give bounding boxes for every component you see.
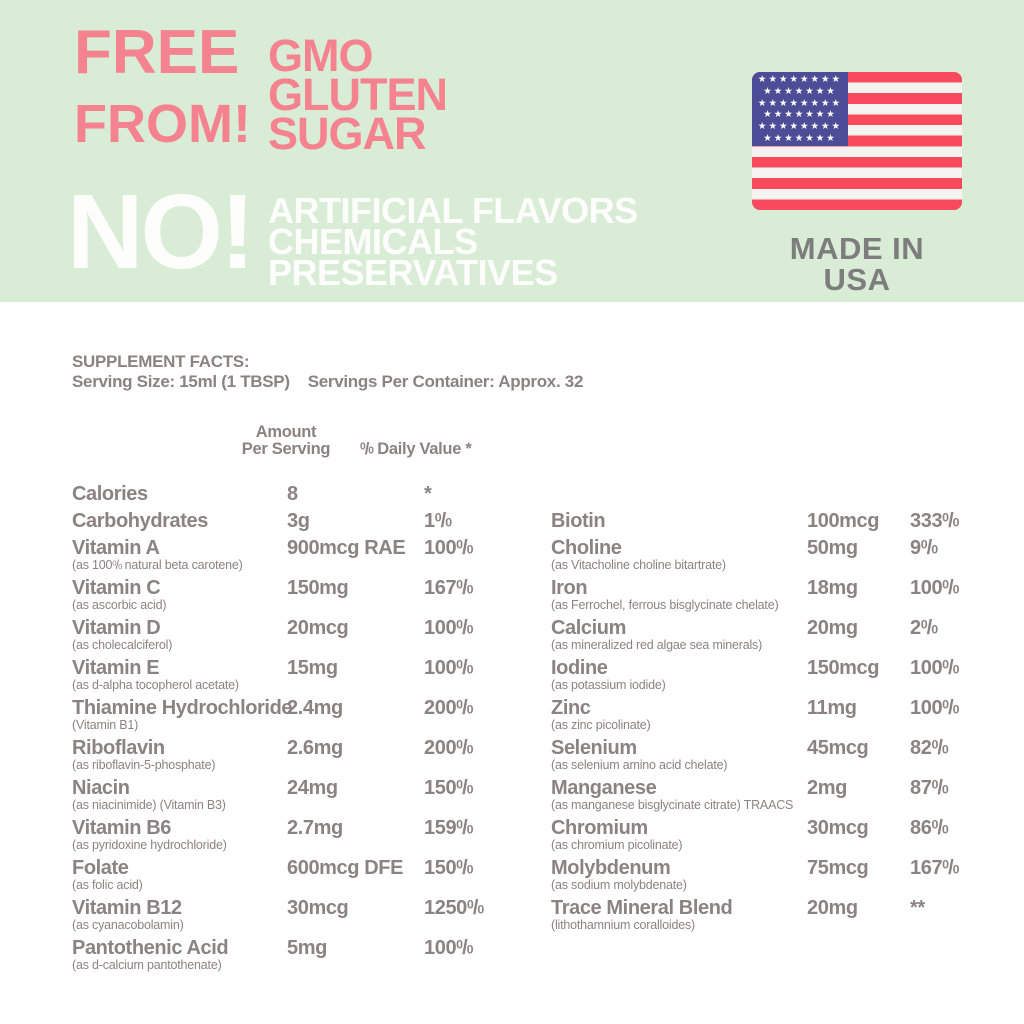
nutrient-name-cell xyxy=(72,738,287,772)
percent-glyph: $^0$/0 xyxy=(456,937,473,959)
free-from-item-gmo: GMO xyxy=(268,30,373,81)
nutrient-daily-value: $150^0/0$ xyxy=(424,777,473,799)
free-from-item-gluten: GLUTEN xyxy=(268,69,447,120)
supplement-facts-panel xyxy=(0,302,1024,1024)
nutrient-daily-value: $100^0/0$ xyxy=(910,577,959,599)
table-row xyxy=(551,738,1024,772)
nutrient-detail: (as mineralized red algae sea minerals) xyxy=(551,638,763,652)
percent-glyph: $^0$/0 xyxy=(931,737,948,759)
nutrient-name-cell xyxy=(72,938,287,972)
nutrient-name-cell xyxy=(72,898,287,932)
table-row xyxy=(551,858,1024,892)
nutrient-name-cell xyxy=(72,538,287,572)
nutrient-amount: 45mcg xyxy=(807,737,869,759)
no-item-chemicals: CHEMICALS xyxy=(268,221,478,262)
nutrients-table-right xyxy=(551,511,1024,938)
nutrient-amount: 20mcg xyxy=(287,617,349,639)
percent-glyph: $^0$/0 xyxy=(920,617,938,639)
flag-stars-row: ★★★★★★★★ xyxy=(757,97,843,109)
table-row xyxy=(72,738,545,772)
percent-glyph: $^0$/0 xyxy=(456,857,473,879)
nutrient-name-cell xyxy=(72,511,287,532)
nutrient-name: Manganese xyxy=(551,777,657,799)
free-from-item-sugar: SUGAR xyxy=(268,108,426,159)
table-row xyxy=(551,698,1024,732)
column-header-daily-value: $^0$/0 Daily Value * xyxy=(360,440,472,458)
nutrient-amount: 2.7mg xyxy=(287,817,343,839)
nutrient-daily-value: $100^0/0$ xyxy=(424,657,473,679)
nutrient-detail: (as Ferrochel, ferrous bisglycinate chelate) xyxy=(551,598,779,612)
nutrient-amount: 8 xyxy=(287,483,298,505)
nutrient-detail: (as niacinimide) (Vitamin B3) xyxy=(72,798,226,812)
nutrient-amount: 2.6mg xyxy=(287,737,343,759)
nutrient-amount: 150mcg xyxy=(807,657,880,679)
nutrient-name: Trace Mineral Blend xyxy=(551,897,733,919)
nutrient-name: Iron xyxy=(551,577,588,599)
nutrient-name-cell xyxy=(72,618,287,652)
nutrient-daily-value: $150^0/0$ xyxy=(424,857,473,879)
nutrient-daily-value: $200^0/0$ xyxy=(424,737,473,759)
percent-glyph: $^0$/0 xyxy=(942,577,959,599)
nutrient-daily-value: $167^0/0$ xyxy=(424,577,473,599)
nutrient-amount: 30mcg xyxy=(807,817,869,839)
nutrient-amount: 20mg xyxy=(807,897,858,919)
table-row xyxy=(72,578,545,612)
top-banner xyxy=(0,0,1024,302)
table-row xyxy=(551,511,1024,532)
table-row xyxy=(551,898,1024,932)
nutrient-name-cell xyxy=(551,538,807,572)
nutrient-name-cell xyxy=(551,898,807,932)
nutrient-daily-value: $100^0/0$ xyxy=(424,617,473,639)
nutrient-name: Vitamin B6 xyxy=(72,817,171,839)
nutrient-detail: (as Vitacholine choline bitartrate) xyxy=(551,558,726,572)
nutrient-name-cell xyxy=(72,484,287,505)
table-row xyxy=(72,618,545,652)
nutrient-amount: 15mg xyxy=(287,657,338,679)
nutrient-detail: (as d-calcium pantothenate) xyxy=(72,958,222,972)
nutrient-amount: 600mcg DFE xyxy=(287,857,404,879)
percent-glyph: $^0$/0 xyxy=(360,440,373,458)
table-row xyxy=(72,858,545,892)
nutrient-amount: 18mg xyxy=(807,577,858,599)
nutrient-daily-value: $2^0/0$ xyxy=(910,617,938,639)
table-row xyxy=(72,818,545,852)
table-row xyxy=(72,658,545,692)
table-row xyxy=(551,578,1024,612)
flag-stars-row: ★★★★★★★ xyxy=(763,85,837,97)
percent-glyph: $^0$/0 xyxy=(920,537,938,559)
nutrient-daily-value: 1250$^0$/0 xyxy=(424,897,484,919)
percent-glyph: $^0$/0 xyxy=(434,510,452,532)
nutrient-name-cell xyxy=(551,578,807,612)
servings-per-container: Servings Per Container: Approx. 32 xyxy=(307,372,584,391)
nutrient-detail: (as selenium amino acid chelate) xyxy=(551,758,728,772)
nutrient-amount: 150mg xyxy=(287,577,349,599)
nutrient-name-cell xyxy=(551,738,807,772)
nutrient-detail: (as cholecalciferol) xyxy=(72,638,173,652)
percent-glyph: $^0$/0 xyxy=(942,857,959,879)
column-header-amount-line1: Amount xyxy=(255,423,317,441)
nutrient-name: Vitamin B12 xyxy=(72,897,182,919)
column-header-amount xyxy=(236,424,336,458)
nutrient-name: Selenium xyxy=(551,737,637,759)
nutrient-name: Niacin xyxy=(72,777,130,799)
nutrient-name: Carbohydrates xyxy=(72,510,208,532)
nutrient-detail: (as $100^0/0$ natural beta carotene) xyxy=(72,558,243,572)
nutrient-daily-value: $9^0/0$ xyxy=(910,537,938,559)
nutrient-daily-value: $86^0/0$ xyxy=(910,817,948,839)
flag-stars-row: ★★★★★★★ xyxy=(763,132,837,144)
nutrient-daily-value: * xyxy=(424,483,432,505)
nutrient-daily-value: $333^0/0$ xyxy=(910,510,959,532)
nutrient-daily-value: $200^0/0$ xyxy=(424,697,473,719)
nutrient-daily-value: $159^0/0$ xyxy=(424,817,473,839)
table-row xyxy=(551,818,1024,852)
nutrient-name: Biotin xyxy=(551,510,606,532)
nutrient-detail: (as ascorbic acid) xyxy=(72,598,167,612)
nutrient-name-cell xyxy=(551,658,807,692)
nutrients-table-left xyxy=(72,484,545,978)
nutrient-daily-value: $100^0/0$ xyxy=(424,537,473,559)
percent-glyph: $^0$/0 xyxy=(466,897,484,919)
nutrient-amount: 11mg xyxy=(807,697,857,719)
percent-glyph: $^0$/0 xyxy=(942,657,959,679)
nutrient-name-cell xyxy=(551,818,807,852)
percent-glyph: $^0$/0 xyxy=(931,777,948,799)
flag-stars-row: ★★★★★★★★ xyxy=(757,74,843,85)
nutrient-name: Zinc xyxy=(551,697,591,719)
percent-glyph: $^0$/0 xyxy=(456,817,473,839)
table-row xyxy=(551,538,1024,572)
nutrient-detail: (as sodium molybdenate) xyxy=(551,878,687,892)
nutrient-name-cell xyxy=(551,511,807,532)
percent-glyph: $^0$/0 xyxy=(456,537,473,559)
nutrient-daily-value: $100^0/0$ xyxy=(910,697,959,719)
supplement-facts-title: SUPPLEMENT FACTS: xyxy=(72,352,250,371)
nutrient-amount: 50mg xyxy=(807,537,858,559)
nutrient-detail: (as folic acid) xyxy=(72,878,143,892)
nutrient-name: Choline xyxy=(551,537,622,559)
percent-glyph: $^0$/0 xyxy=(942,697,959,719)
table-row xyxy=(72,538,545,572)
nutrient-detail: (as riboflavin-5-phosphate) xyxy=(72,758,216,772)
percent-glyph: $^0$/0 xyxy=(456,657,473,679)
nutrient-daily-value: $87^0/0$ xyxy=(910,777,948,799)
nutrient-daily-value: $82^0/0$ xyxy=(910,737,948,759)
nutrient-detail: (lithothamnium coralloides) xyxy=(551,918,695,932)
column-header-amount-line2: Per Serving xyxy=(241,440,331,458)
no-heading: NO! xyxy=(67,173,253,291)
nutrient-detail: (as pyridoxine hydrochloride) xyxy=(72,838,227,852)
nutrient-name-cell xyxy=(551,618,807,652)
no-list xyxy=(268,190,638,293)
percent-glyph: $^0$/0 xyxy=(456,617,473,639)
nutrient-amount: 30mcg xyxy=(287,897,349,919)
table-row xyxy=(72,778,545,812)
nutrient-daily-value: $167^0/0$ xyxy=(910,857,959,879)
nutrient-amount: 100mcg xyxy=(807,510,880,532)
nutrient-name: Riboflavin xyxy=(72,737,165,759)
nutrient-name-cell xyxy=(551,778,807,812)
nutrient-name: Calories xyxy=(72,483,148,505)
table-row xyxy=(72,698,545,732)
nutrient-name-cell xyxy=(72,658,287,692)
nutrient-detail: (as d-alpha tocopherol acetate) xyxy=(72,678,239,692)
nutrient-name-cell xyxy=(72,858,287,892)
table-row xyxy=(551,618,1024,652)
nutrient-detail: (Vitamin B1) xyxy=(72,718,139,732)
nutrient-name: Pantothenic Acid xyxy=(72,937,229,959)
nutrient-detail: (as potassium iodide) xyxy=(551,678,666,692)
nutrient-name: Calcium xyxy=(551,617,627,639)
nutrient-detail: (as chromium picolinate) xyxy=(551,838,683,852)
table-row xyxy=(551,778,1024,812)
nutrient-amount: 20mg xyxy=(807,617,858,639)
table-row xyxy=(72,898,545,932)
nutrient-amount: 3g xyxy=(287,510,310,532)
nutrient-detail: (as cyanacobolamin) xyxy=(72,918,184,932)
nutrient-daily-value: $100^0/0$ xyxy=(424,937,473,959)
percent-glyph: $^0$/0 xyxy=(931,817,948,839)
nutrient-daily-value: ** xyxy=(910,897,925,919)
free-from-list xyxy=(268,30,447,159)
from-heading: FROM! xyxy=(74,94,251,154)
nutrient-amount: 2.4mg xyxy=(287,697,343,719)
no-item-artificial-flavors: ARTIFICIAL FLAVORS xyxy=(268,190,638,231)
table-row xyxy=(72,938,545,972)
nutrient-name: Iodine xyxy=(551,657,608,679)
flag-stars-row: ★★★★★★★ xyxy=(763,109,837,121)
nutrient-name-cell xyxy=(72,578,287,612)
nutrient-name-cell xyxy=(551,698,807,732)
nutrient-detail: (as manganese bisglycinate citrate) TRAACS xyxy=(551,798,794,812)
nutrient-detail: (as zinc picolinate) xyxy=(551,718,651,732)
nutrient-name: Folate xyxy=(72,857,129,879)
nutrient-name: Vitamin E xyxy=(72,657,160,679)
table-row xyxy=(72,484,545,505)
nutrient-name-cell xyxy=(72,778,287,812)
nutrient-amount: 900mcg RAE xyxy=(287,537,406,559)
percent-glyph: $^0$/0 xyxy=(112,558,122,572)
flag-stars-row: ★★★★★★★★ xyxy=(757,121,843,133)
percent-glyph: $^0$/0 xyxy=(456,577,473,599)
nutrient-name: Vitamin A xyxy=(72,537,160,559)
nutrient-daily-value: $1^0/0$ xyxy=(424,510,452,532)
nutrient-name: Chromium xyxy=(551,817,648,839)
nutrient-name: Molybdenum xyxy=(551,857,671,879)
percent-glyph: $^0$/0 xyxy=(456,777,473,799)
nutrient-amount: 5mg xyxy=(287,937,327,959)
nutrient-amount: 24mg xyxy=(287,777,338,799)
free-heading: FREE xyxy=(74,18,240,87)
nutrient-name-cell xyxy=(72,818,287,852)
serving-info xyxy=(72,372,583,392)
no-item-preservatives: PRESERVATIVES xyxy=(268,252,558,293)
usa-flag-icon xyxy=(752,72,962,210)
serving-size: Serving Size: 15ml (1 TBSP) xyxy=(72,372,290,391)
nutrient-name: Vitamin D xyxy=(72,617,161,639)
nutrient-name: Thiamine Hydrochloride xyxy=(72,697,293,719)
nutrient-name: Vitamin C xyxy=(72,577,161,599)
table-row xyxy=(72,511,545,532)
percent-glyph: $^0$/0 xyxy=(456,697,473,719)
nutrient-name-cell xyxy=(551,858,807,892)
nutrient-name-cell xyxy=(72,697,293,732)
percent-glyph: $^0$/0 xyxy=(942,510,959,532)
nutrient-amount: 2mg xyxy=(807,777,847,799)
nutrient-amount: 75mcg xyxy=(807,857,869,879)
nutrient-daily-value: $100^0/0$ xyxy=(910,657,959,679)
made-in-usa-label: MADE IN USA xyxy=(789,231,925,297)
percent-glyph: $^0$/0 xyxy=(456,737,473,759)
table-row xyxy=(551,658,1024,692)
flag-canton xyxy=(752,72,848,146)
